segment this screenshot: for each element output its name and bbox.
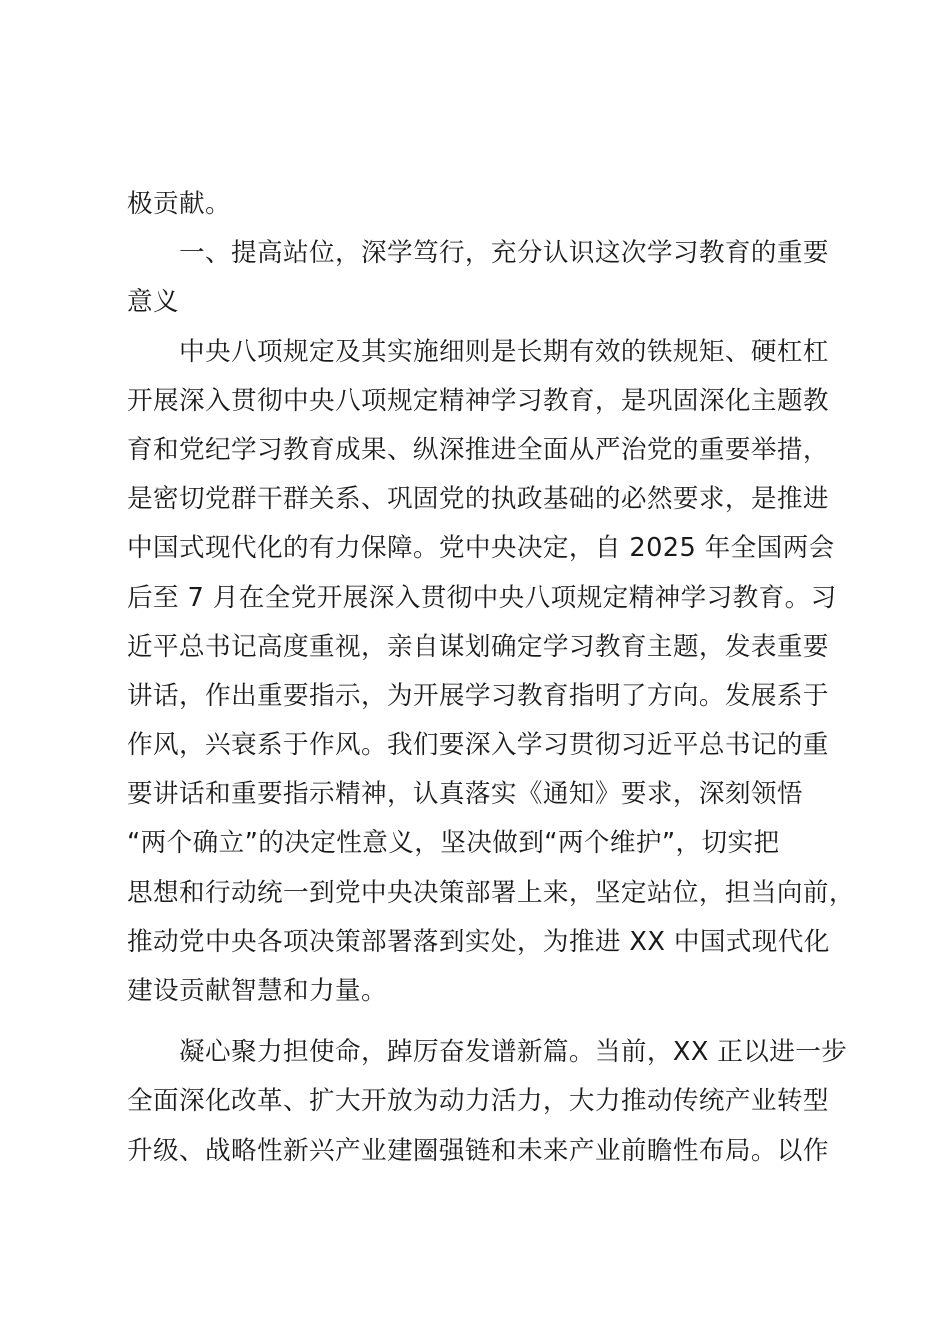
section-heading-line: 意义 xyxy=(127,287,179,318)
paragraph-line: 开展深入贯彻中央八项规定精神学习教育，是巩固深化主题教 xyxy=(127,385,829,416)
continuation-line: 极贡献。 xyxy=(127,189,231,219)
paragraph-line: 后至 7 月在全党开展深入贯彻中央八项规定精神学习教育。习 xyxy=(127,582,837,613)
paragraph-line: 全面深化改革、扩大开放为动力活力，大力推动传统产业转型 xyxy=(127,1086,829,1117)
paragraph-line: 推动党中央各项决策部署落到实处，为推进 XX 中国式现代化 xyxy=(127,926,830,957)
paragraph-line: “两个确立”的决定性意义，坚决做到“两个维护”，切实把 xyxy=(127,828,780,859)
paragraph-line: 作风，兴衰系于作风。我们要深入学习贯彻习近平总书记的重 xyxy=(127,730,829,761)
section-heading-line: 一、提高站位，深学笃行，充分认识这次学习教育的重要 xyxy=(179,238,829,269)
paragraph-line: 中央八项规定及其实施细则是长期有效的铁规矩、硬杠杠 xyxy=(179,336,829,367)
paragraph-line: 近平总书记高度重视，亲自谋划确定学习教育主题，发表重要 xyxy=(127,631,829,662)
paragraph-line: 要讲话和重要指示精神，认真落实《通知》要求，深刻领悟 xyxy=(127,779,803,810)
paragraph-line: 讲话，作出重要指示，为开展学习教育指明了方向。发展系于 xyxy=(127,680,829,711)
paragraph-line: 育和党纪学习教育成果、纵深推进全面从严治党的重要举措， xyxy=(127,434,829,465)
paragraph-line: 中国式现代化的有力保障。党中央决定，自 2025 年全国两会 xyxy=(127,533,835,564)
paragraph-line: 建设贡献智慧和力量。 xyxy=(127,976,387,1006)
paragraph-line: 凝心聚力担使命，踔厉奋发谱新篇。当前，XX 正以进一步 xyxy=(179,1037,848,1068)
document-body xyxy=(127,180,855,1176)
paragraph-line: 思想和行动统一到党中央决策部署上来，坚定站位，担当向前， xyxy=(127,877,855,908)
paragraph-line: 是密切党群干群关系、巩固党的执政基础的必然要求，是推进 xyxy=(127,484,829,515)
paragraph-spacing xyxy=(127,1016,832,1028)
paragraph-line: 升级、战略性新兴产业建圈强链和未来产业前瞻性布局。以作 xyxy=(127,1135,829,1166)
